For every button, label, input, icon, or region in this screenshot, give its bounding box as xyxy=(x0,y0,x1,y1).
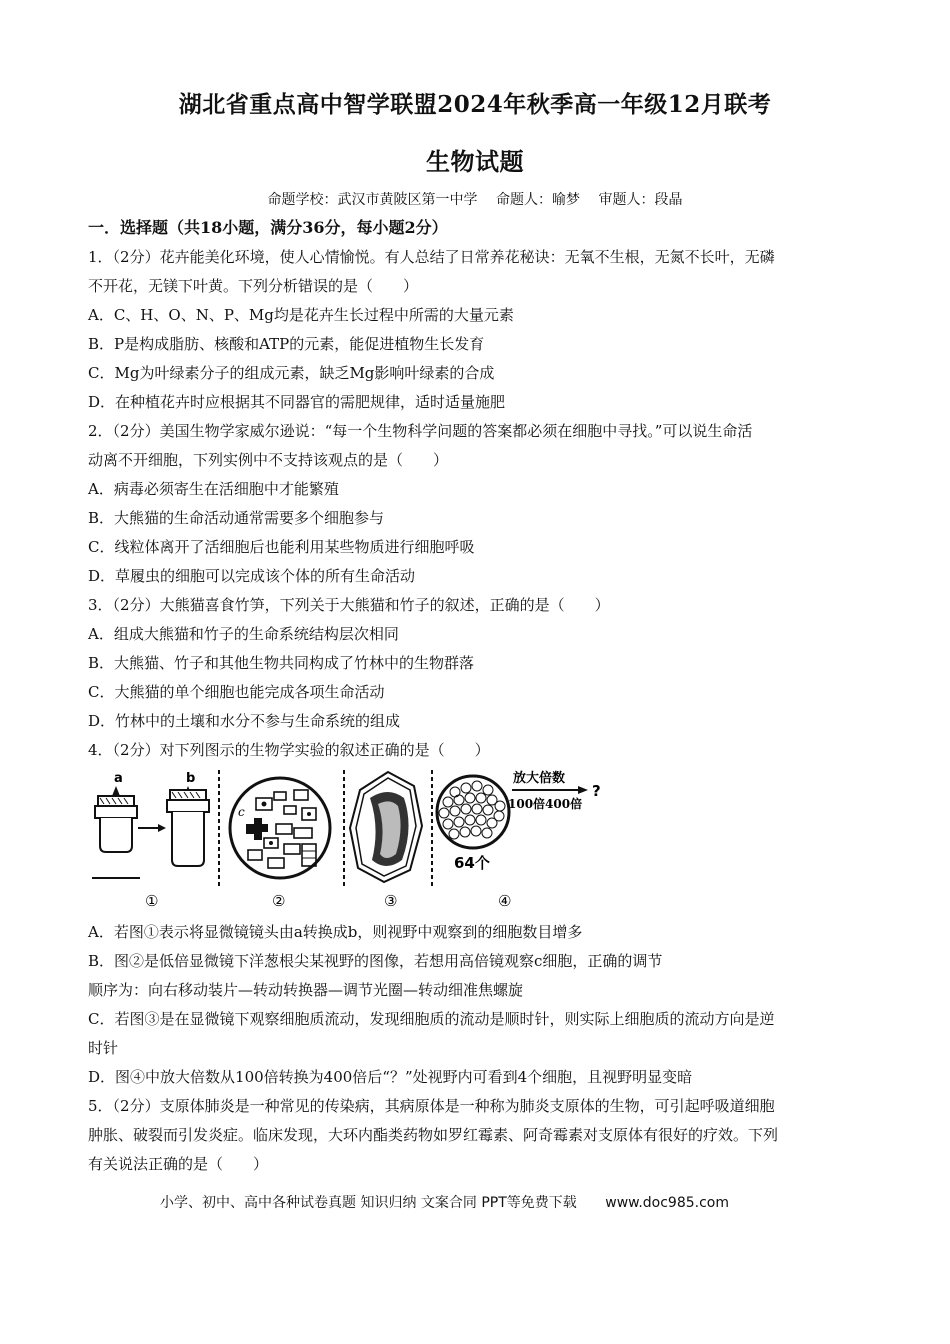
page-footer xyxy=(160,1192,729,1212)
option-line: D．图④中放大倍数从100倍转换为400倍后“？”处视野内可看到4个细胞，且视野明显变暗 xyxy=(88,1068,693,1086)
cell-count-label: 64个 xyxy=(454,854,490,872)
panel-number-1: ① xyxy=(145,892,159,910)
section-heading: 一．选择题（共18小题，满分36分，每小题2分） xyxy=(88,218,448,237)
question-line: 不开花，无镁下叶黄。下列分析错误的是（ ） xyxy=(88,277,419,295)
magnification-title: 放大倍数 xyxy=(513,771,566,786)
option-line: C．若图③是在显微镜下观察细胞质流动，发现细胞质的流动是顺时针，则实际上细胞质的流动方向是逆 xyxy=(88,1010,775,1028)
school-text: 命题学校：武汉市黄陂区第一中学 xyxy=(267,192,478,208)
label-c: c xyxy=(238,805,245,819)
option-line: A．C、H、O、N、P、Mg均是花卉生长过程中所需的大量元素 xyxy=(88,306,514,324)
panel-number-4: ④ xyxy=(498,892,512,910)
label-b: b xyxy=(186,771,196,786)
option-line: 顺序为：向右移动装片—转动转换器—调节光圈—转动细准焦螺旋 xyxy=(88,981,524,999)
option-line: A．病毒必须寄生在活细胞中才能繁殖 xyxy=(88,480,339,498)
question-line: 3．（2分）大熊猫喜食竹笋，下列关于大熊猫和竹子的叙述，正确的是（ ） xyxy=(88,596,610,614)
option-line: C．大熊猫的单个细胞也能完成各项生命活动 xyxy=(88,683,385,701)
panel-root-tip-view xyxy=(230,778,330,910)
panel-number-2: ② xyxy=(272,892,286,910)
page-title: 湖北省重点高中智学联盟2024年秋季高一年级12月联考 xyxy=(178,91,772,118)
option-line: B．大熊猫、竹子和其他生物共同构成了竹林中的生物群落 xyxy=(88,654,475,672)
magnification-values: 100倍400倍 xyxy=(508,797,583,811)
question-line: 有关说法正确的是（ ） xyxy=(88,1155,269,1173)
option-line: B．图②是低倍显微镜下洋葱根尖某视野的图像，若想用高倍镜观察c细胞，正确的调节 xyxy=(88,952,663,970)
arrow-right-icon xyxy=(578,786,588,794)
question-line: 2．（2分）美国生物学家威尔逊说：“每一个生物科学问题的答案都必须在细胞中寻找。”可以说生命活 xyxy=(88,422,753,440)
question-line: 动离不开细胞，下列实例中不支持该观点的是（ ） xyxy=(88,451,449,469)
label-a: a xyxy=(114,771,123,786)
author-text: 命题人：喻梦 xyxy=(496,192,580,208)
option-line: D．草履虫的细胞可以完成该个体的所有生命活动 xyxy=(88,567,416,585)
footer-text: 小学、初中、高中各种试卷真题 知识归纳 文案合同 PPT等免费下载 xyxy=(160,1195,577,1211)
page-subtitle: 生物试题 xyxy=(426,147,524,176)
microscope-figure xyxy=(88,768,608,913)
option-line: D．竹林中的土壤和水分不参与生命系统的组成 xyxy=(88,712,401,730)
panel-plant-cell xyxy=(350,772,422,910)
question-mark-label: ? xyxy=(592,782,601,800)
question-line: 1．（2分）花卉能美化环境，使人心情愉悦。有人总结了日常养花秘诀：无氧不生根，无氮不长叶，无磷 xyxy=(88,248,775,266)
option-line: D．在种植花卉时应根据其不同器官的需肥规律，适时适量施肥 xyxy=(88,393,506,411)
option-line: 时针 xyxy=(88,1039,119,1057)
question-line: 5．（2分）支原体肺炎是一种常见的传染病，其病原体是一种称为肺炎支原体的生物，可引起呼吸道细胞 xyxy=(88,1097,775,1115)
footer-link[interactable]: www.doc985.com xyxy=(605,1195,729,1211)
option-line: C．Mg为叶绿素分子的组成元素，缺乏Mg影响叶绿素的合成 xyxy=(88,364,495,382)
reviewer-text: 审题人：段晶 xyxy=(598,192,683,208)
arrow-right-icon xyxy=(158,824,166,832)
panel-cell-count xyxy=(437,770,601,910)
option-line: B．大熊猫的生命活动通常需要多个细胞参与 xyxy=(88,509,385,527)
question-line: 肿胀、破裂而引发炎症。临床发现，大环内酯类药物如罗红霉素、阿奇霉素对支原体有很好的疗效。下列 xyxy=(88,1126,779,1144)
arrow-a-icon xyxy=(112,786,120,796)
exam-meta xyxy=(0,189,950,209)
panel-objectives xyxy=(92,771,209,910)
option-line: A．若图①表示将显微镜镜头由a转换成b，则视野中观察到的细胞数目增多 xyxy=(88,923,583,941)
option-line: C．线粒体离开了活细胞后也能利用某些物质进行细胞呼吸 xyxy=(88,538,475,556)
option-line: A．组成大熊猫和竹子的生命系统结构层次相同 xyxy=(88,625,399,643)
panel-number-3: ③ xyxy=(384,892,398,910)
question-line: 4．（2分）对下列图示的生物学实验的叙述正确的是（ ） xyxy=(88,741,490,759)
option-line: B．P是构成脂肪、核酸和ATP的元素，能促进植物生长发育 xyxy=(88,335,485,353)
